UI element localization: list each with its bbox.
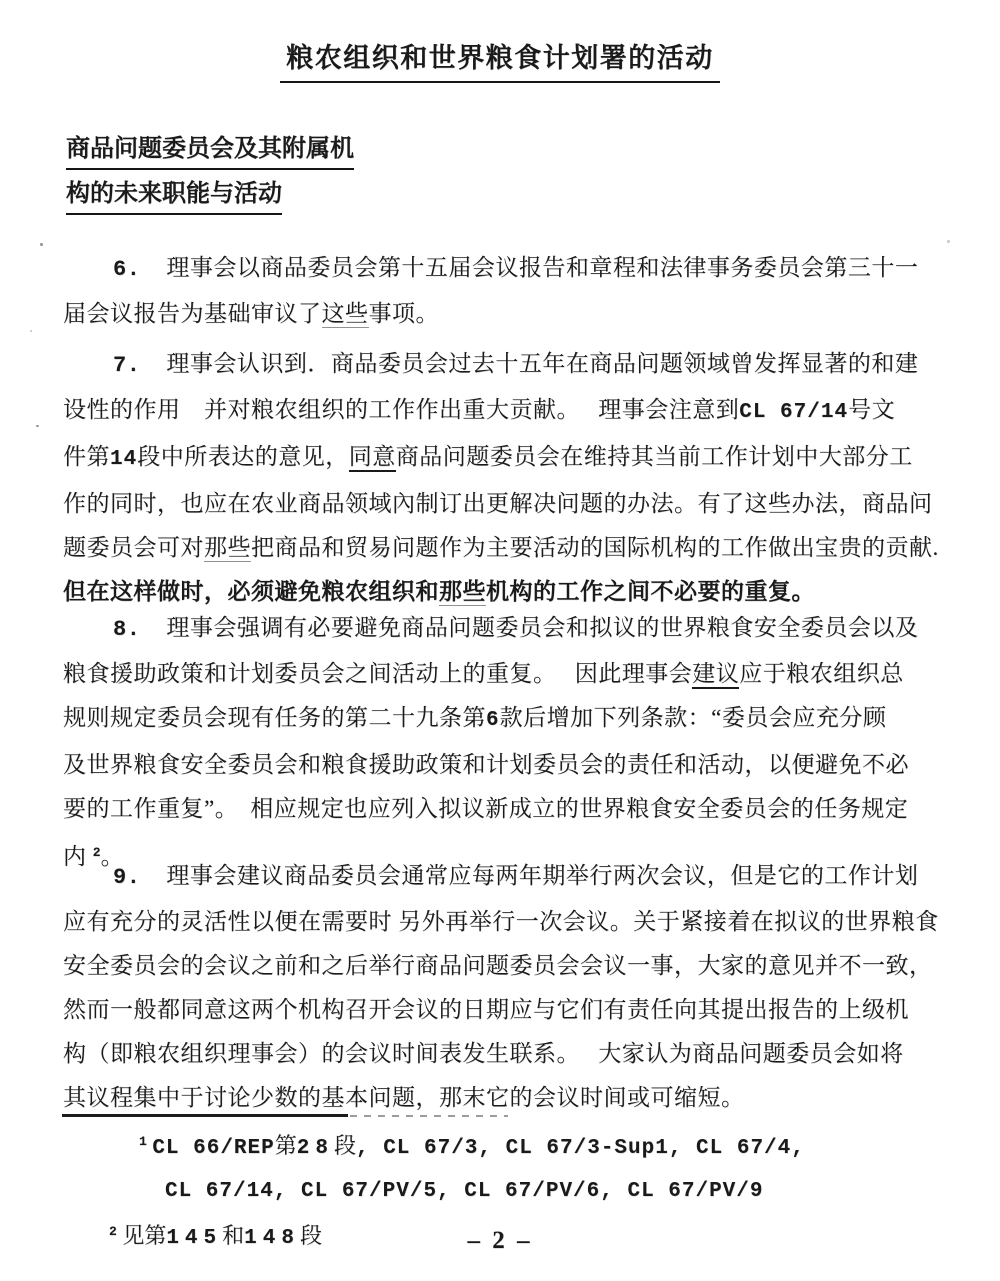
text-line: $^1$ CL 66/REP第28段, CL 67/3, CL 67/3-Sup1, CL 67/4,	[139, 1133, 805, 1160]
text-line: 届会议报告为基础审议了这些事项。	[63, 301, 439, 326]
text-line: 其议程集中于讨论少数的基本问题，那末它的会议时间或可缩短。	[63, 1085, 745, 1110]
text-line: 8. 理事会强调有必要避免商品问题委员会和拟议的世界粮食安全委员会以及	[113, 615, 919, 642]
scan-speck	[36, 425, 39, 427]
text-line: $^2$ 见第145和148段	[109, 1223, 322, 1250]
text-line: 要的工作重复”。 相应规定也应列入拟议新成立的世界粮食安全委员会的任务规定	[63, 796, 909, 821]
text-line: 粮食援助政策和计划委员会之间活动上的重复。 因此理事会建议应于粮农组织总	[63, 652, 949, 696]
text-line: CL 67/14, CL 67/PV/5, CL 67/PV/6, CL 67/PV/9	[165, 1180, 764, 1203]
scan-speck	[947, 240, 950, 243]
paragraph-7	[63, 342, 949, 614]
text-line: 构（即粮农组织理事会）的会议时间表发生联系。 大家认为商品问题委员会如将	[63, 1041, 904, 1066]
text-line: 7. 理事会认识到．商品委员会过去十五年在商品问题领域曾发挥显著的和建	[113, 351, 919, 378]
page-number: – 2 –	[467, 1227, 533, 1254]
document-title-text: 粮农组织和世界粮食计划署的活动	[280, 36, 720, 83]
text-line: 9. 理事会建议商品委员会通常应每两年期举行两次会议，但是它的工作计划	[113, 863, 919, 890]
document-title	[0, 36, 1000, 83]
paragraph-9	[63, 854, 949, 1120]
paragraph-6	[63, 246, 949, 336]
text-line: 内 $^2$。	[63, 844, 125, 869]
text-line: 构的未来职能与活动	[66, 181, 282, 215]
footnote-rule-faded	[350, 1115, 508, 1117]
text-line: 及世界粮食安全委员会和粮食援助政策和计划委员会的责任和活动，以便避免不必	[63, 752, 909, 777]
text-line: 作的同时，也应在农业商品领域內制订出更解决问题的办法。有了这些办法，商品问	[63, 491, 933, 516]
text-line: 商品问题委员会及其附属机	[66, 136, 354, 170]
text-line: 然而一般都同意这两个机构召开会议的日期应与它们有责任向其提出报告的上级机	[63, 997, 909, 1022]
text-line: 但在这样做时，必须避免粮农组织和那些机构的工作之间不必要的重复。	[63, 579, 815, 604]
text-line: 设性的作用 并对粮农组织的工作作出重大贡献。 理事会注意到CL 67/14号文	[63, 397, 896, 424]
footnote-rule	[62, 1114, 348, 1117]
text-line: 规则规定委员会现有任务的第二十九条第6款后增加下列条款：“委员会应充分顾	[63, 705, 887, 732]
text-line: 安全委员会的会议之前和之后举行商品问题委员会会议一事，大家的意见并不一致，	[63, 953, 933, 978]
paragraph-8	[63, 606, 949, 879]
text-line: 件第14段中所表达的意见，同意商品问题委员会在维持其当前工作计划中大部分工	[63, 444, 913, 471]
section-heading	[66, 136, 354, 226]
text-line: 题委员会可对那些把商品和贸易问题作为主要活动的国际机构的工作做出宝贵的贡献.	[63, 535, 939, 560]
scan-speck	[30, 330, 32, 332]
text-line: 6. 理事会以商品委员会第十五届会议报告和章程和法律事务委员会第三十一	[113, 255, 919, 282]
scan-speck	[40, 243, 43, 246]
text-line: 应有充分的灵活性以便在需要时 另外再举行一次会议。关于紧接着在拟议的世界粮食	[63, 909, 939, 934]
